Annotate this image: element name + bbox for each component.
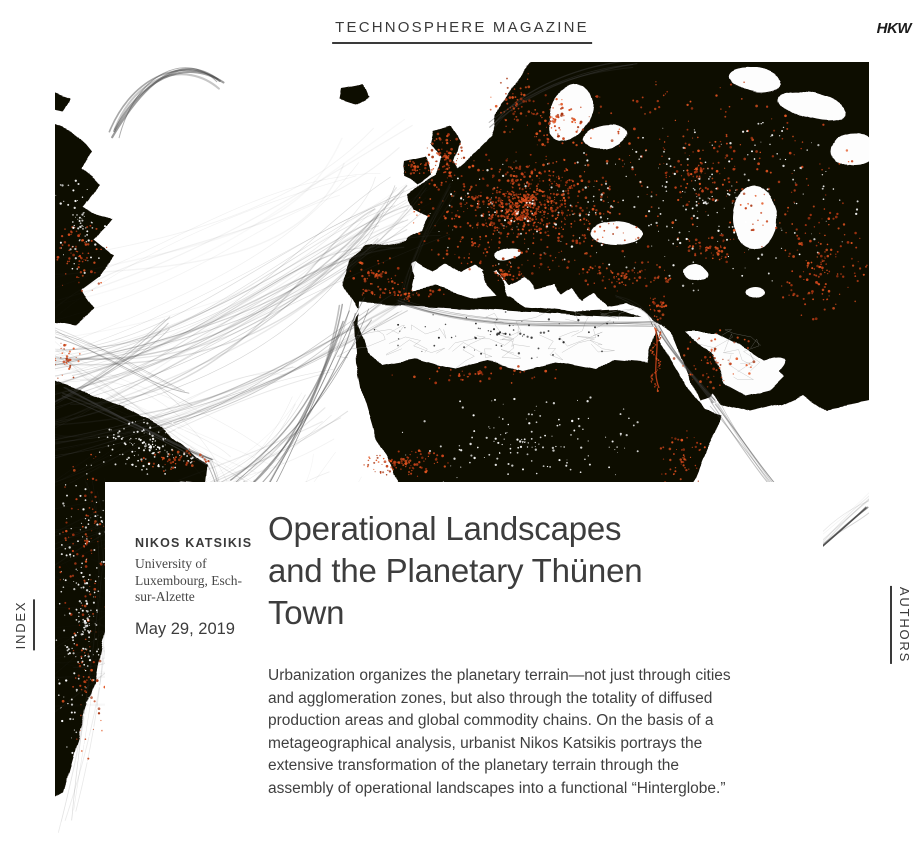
magazine-title-link[interactable]: TECHNOSPHERE MAGAZINE (332, 19, 592, 44)
article-card (105, 482, 823, 859)
index-nav-link[interactable]: INDEX (13, 600, 35, 651)
author-name[interactable]: NIKOS KATSIKIS (135, 536, 253, 550)
article-main (268, 508, 823, 859)
authors-nav-link[interactable]: AUTHORS (890, 586, 912, 664)
article-title: Operational Landscapes and the Planetary Thünen Town (268, 510, 643, 631)
publish-date: May 29, 2019 (135, 620, 235, 639)
author-affiliation: University of Luxembourg, Esch-sur-Alzette (135, 556, 242, 605)
article-abstract: Urbanization organizes the planetary terrain—not just through cities and agglomeration zones, but also through the totality of diffused production areas and global commodity chains. On the basis of a metageographical analysis, urbanist Nikos Katsikis portrays the extensive transformation of the planetary terrain through the assembly of operational landscapes into a functional “Hinterglobe.” (268, 667, 731, 797)
article-byline (135, 508, 268, 859)
hkw-logo[interactable]: HKW (876, 20, 911, 37)
